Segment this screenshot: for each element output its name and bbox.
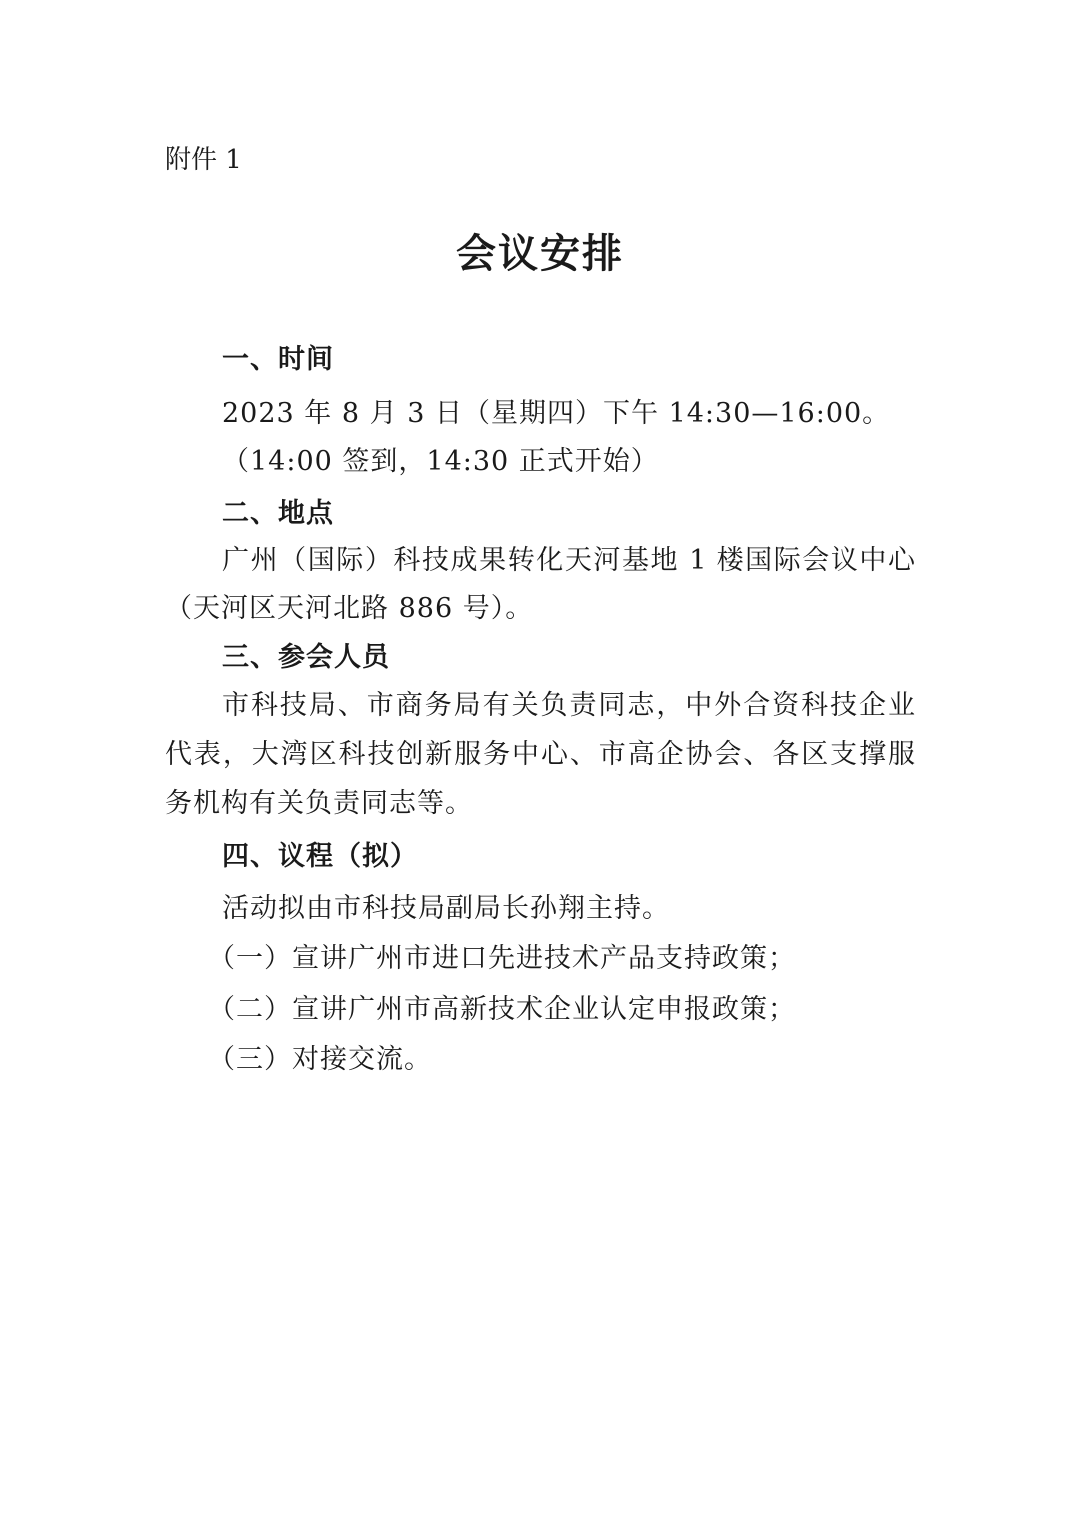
attendees-text-line-3: 务机构有关负责同志等。 bbox=[165, 788, 473, 819]
place-text-line-2: （天河区天河北路 886 号）。 bbox=[165, 593, 534, 624]
time-text-line-1: 2023 年 8 月 3 日（星期四）下午 14:30—16:00。 bbox=[222, 398, 891, 429]
attendees-text-line-2: 代表，大湾区科技创新服务中心、市高企协会、各区支撑服 bbox=[165, 739, 915, 770]
agenda-item-2: （二）宣讲广州市高新技术企业认定申报政策； bbox=[208, 994, 796, 1025]
agenda-item-1: （一）宣讲广州市进口先进技术产品支持政策； bbox=[208, 943, 796, 974]
page-title: 会议安排 bbox=[456, 231, 624, 277]
attachment-label: 附件 1 bbox=[165, 145, 242, 175]
place-text-line-1: 广州（国际）科技成果转化天河基地 1 楼国际会议中心 bbox=[222, 545, 915, 576]
section-heading-time: 一、时间 bbox=[222, 344, 334, 375]
attendees-text-line-1: 市科技局、市商务局有关负责同志，中外合资科技企业 bbox=[222, 690, 915, 721]
section-heading-agenda: 四、议程（拟） bbox=[222, 841, 418, 872]
section-heading-place: 二、地点 bbox=[222, 498, 334, 529]
agenda-intro: 活动拟由市科技局副局长孙翔主持。 bbox=[222, 893, 670, 924]
agenda-item-3: （三）对接交流。 bbox=[208, 1044, 432, 1075]
section-heading-attendees: 三、参会人员 bbox=[222, 642, 390, 673]
time-text-line-2: （14:00 签到，14:30 正式开始） bbox=[222, 446, 659, 477]
